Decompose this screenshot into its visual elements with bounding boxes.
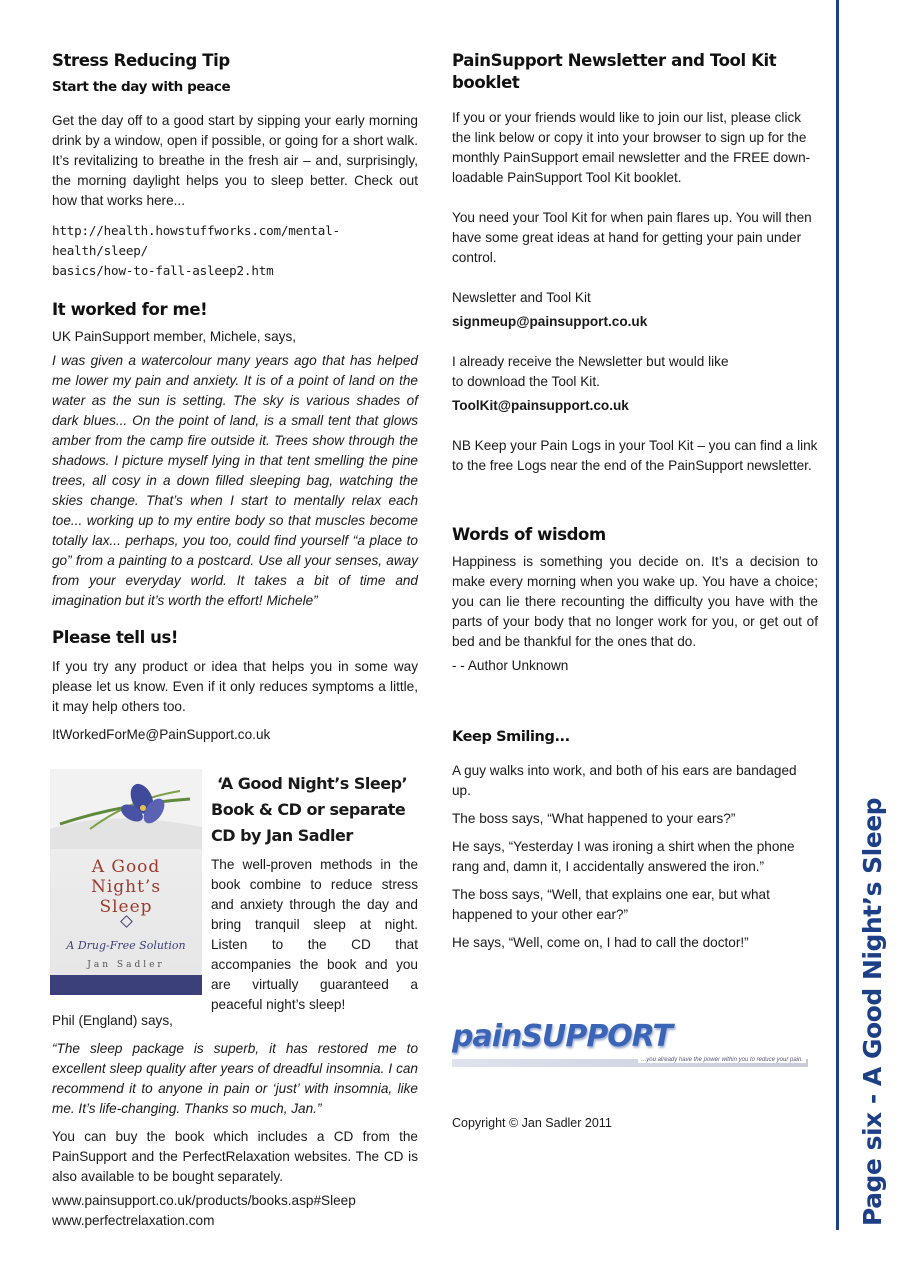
logo-tagline: ...you already have the power within you to reduce your pain. [638, 1057, 806, 1063]
right-column [452, 50, 818, 1133]
newsletter-heading: PainSupport Newsletter and Tool Kit booklet [452, 51, 777, 92]
book-cover-band [50, 975, 202, 995]
book-cover-image [50, 769, 202, 995]
stress-tip-url-2[interactable]: basics/how-to-fall-asleep2.htm [52, 263, 274, 278]
tell-us-section [52, 627, 418, 745]
tell-us-email[interactable]: ItWorkedForMe@PainSupport.co.uk [52, 727, 271, 742]
wisdom-body: Happiness is something you decide on. It’s a decision to make every morning when you wake up. You have a choice; you can lie there recounting the difficulty you have with the parts of your body that no longer work for you, or get out of bed and be thankful for the ones that do. [452, 554, 818, 649]
worked-section [52, 299, 418, 611]
joke-line: The boss says, “Well, that explains one ear, but what happened to your other ear?” [452, 887, 770, 922]
stress-tip-section [52, 50, 418, 281]
vertical-divider [836, 0, 839, 1230]
worked-quote: I was given a watercolour many years ago that has helped me lower my pain and anxiety. It is of a point of land on the water as the sun is setting. The sky is various shades of dark blues... On the point of land, is a small tent that glows amber from the camp fire outside it. Trees show through the shadows. I picture myself lying in that tent smelling the pine trees, all cosy in a down filled sleeping bag, watching the skies change. That’s when I start to mentally relax each toe... working up to my entire body so that muscles become totally lax... perhaps, you too, could find yourself “a place to go” from a painting to a postcard. Use all your senses, away from your everyday world. It takes a bit of time and imagination but it’s worth the effort! Michele” [52, 353, 418, 608]
toolkit-para-line-1: I already receive the Newsletter but would like [452, 354, 729, 369]
newsletter-label: Newsletter and Tool Kit [452, 290, 591, 305]
book-link-painsupport[interactable]: www.painsupport.co.uk/products/books.asp#Sleep [52, 1193, 356, 1208]
signup-email[interactable]: signmeup@painsupport.co.uk [452, 314, 648, 329]
newsletter-section [452, 50, 818, 476]
newsletter-para-2: You need your Tool Kit for when pain flares up. You will then have some great ideas at hand for getting your pain under control. [452, 210, 812, 265]
wisdom-attribution: - - Author Unknown [452, 658, 569, 673]
tell-us-heading: Please tell us! [52, 628, 179, 647]
book-buy-info: You can buy the book which includes a CD from the PainSupport and the PerfectRelaxation websites. The CD is also available to be bought separately. [52, 1129, 418, 1184]
wisdom-section [452, 524, 818, 676]
book-description: The well-proven methods in the book combine to reduce stress and anxiety through the day and bring tranquil sleep at night. Listen to the CD that accompanies the book and you are virtually guaranteed a peaceful night’s sleep! [211, 857, 418, 1012]
copyright: Copyright © Jan Sadler 2011 [452, 1116, 612, 1130]
worked-intro: UK PainSupport member, Michele, says, [52, 329, 297, 344]
logo-text: painSUPPORT [452, 1019, 673, 1054]
testimonial-intro: Phil (England) says, [52, 1013, 173, 1028]
stress-tip-heading: Stress Reducing Tip [52, 51, 230, 70]
book-cover-author: Jan Sadler [87, 960, 165, 970]
book-promo [52, 769, 418, 1012]
joke-line: The boss says, “What happened to your ears?” [452, 811, 736, 826]
joke-line: A guy walks into work, and both of his ears are bandaged up. [452, 763, 797, 798]
tell-us-body: If you try any product or idea that helps you in some way please let us know. Even if it only reduces symptoms a little, it may help others too. [52, 659, 418, 714]
newsletter-para-1: If you or your friends would like to join our list, please click the link below or copy it into your browser to sign up for the monthly PainSupport email newsletter and the FREE down-loadable PainSupport Tool Kit booklet. [452, 110, 811, 185]
worked-heading: It worked for me! [52, 300, 208, 319]
keep-smiling-heading: Keep Smiling... [452, 729, 570, 745]
joke-line: He says, “Well, come on, I had to call the doctor!” [452, 935, 749, 950]
stress-tip-subheading: Start the day with peace [52, 79, 231, 95]
toolkit-email[interactable]: ToolKit@painsupport.co.uk [452, 398, 629, 413]
painsupport-logo [452, 1019, 812, 1075]
toolkit-para-line-2: to download the Tool Kit. [452, 374, 600, 389]
newsletter-note: NB Keep your Pain Logs in your Tool Kit – you can find a link to the free Logs near the end of the PainSupport newsletter. [452, 438, 818, 473]
wisdom-heading: Words of wisdom [452, 525, 606, 544]
page-side-title: Page six - A Good Night’s Sleep [858, 797, 887, 1226]
book-cover-subtitle: A Drug-Free Solution [66, 939, 186, 952]
joke-line: He says, “Yesterday I was ironing a shirt when the phone rang and, damn it, I accidentally answered the iron.” [452, 839, 795, 874]
keep-smiling-section [452, 728, 818, 953]
book-cover-title: A Good Night’s Sleep [90, 857, 162, 917]
stress-tip-url-1[interactable]: http://health.howstuffworks.com/mental-health/sleep/ [52, 223, 340, 258]
book-link-perfectrelaxation[interactable]: www.perfectrelaxation.com [52, 1213, 215, 1228]
left-column [52, 50, 418, 1231]
book-info [211, 771, 418, 1015]
book-title: ‘A Good Night’s Sleep’ Book & CD or separate CD by Jan Sadler [211, 774, 408, 845]
testimonial-quote: “The sleep package is superb, it has restored me to excellent sleep quality after years of dreadful insomnia. I can recommend it to anyone in pain or ‘just’ with insomnia, like me. It’s life-changing. Thanks so much, Jan.” [52, 1041, 418, 1116]
stress-tip-body: Get the day off to a good start by sipping your early morning drink by a window, open if possible, or going for a short walk. It’s revitalizing to breathe in the fresh air – and, surprisingly, the morning daylight helps you to sleep better. Check out how that works here... [52, 113, 418, 208]
